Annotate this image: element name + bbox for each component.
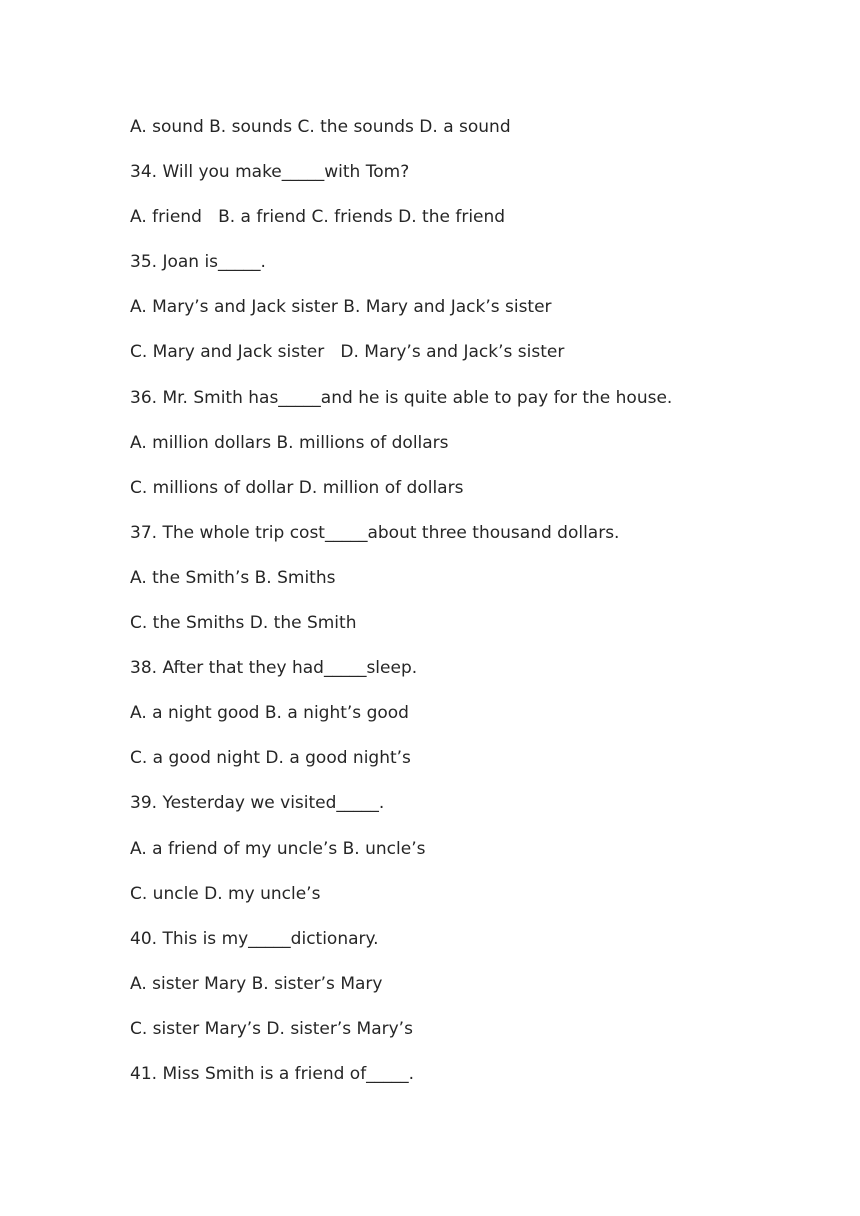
answer-options-39-ab: A. a friend of my uncle’s B. uncle’s: [130, 838, 426, 859]
answer-options-38-cd: C. a good night D. a good night’s: [130, 748, 411, 769]
answer-options-37-cd: C. the Smiths D. the Smith: [130, 613, 357, 634]
answer-options-37-ab: A. the Smith’s B. Smiths: [130, 567, 336, 588]
question-36: 36. Mr. Smith has_____and he is quite able to pay for the house.: [130, 387, 673, 408]
answer-options-36-cd: C. millions of dollar D. million of dollars: [130, 477, 464, 498]
question-38: 38. After that they had_____sleep.: [130, 658, 418, 679]
answer-options-39-cd: C. uncle D. my uncle’s: [130, 883, 321, 904]
answer-options-34: A. friend B. a friend C. friends D. the friend: [130, 207, 506, 228]
question-list: [130, 112, 810, 1104]
question-34: 34. Will you make_____with Tom?: [130, 162, 410, 183]
answer-options-35-ab: A. Mary’s and Jack sister B. Mary and Jack’s sister: [130, 297, 552, 318]
answer-options-40-cd: C. sister Mary’s D. sister’s Mary’s: [130, 1018, 413, 1039]
question-39: 39. Yesterday we visited_____.: [130, 793, 385, 814]
answer-options-38-ab: A. a night good B. a night’s good: [130, 703, 409, 724]
question-35: 35. Joan is_____.: [130, 252, 266, 273]
answer-options-40-ab: A. sister Mary B. sister’s Mary: [130, 973, 383, 994]
question-40: 40. This is my_____dictionary.: [130, 928, 379, 949]
answer-options-35-cd: C. Mary and Jack sister D. Mary’s and Jack’s sister: [130, 342, 565, 363]
answer-options-33: A. sound B. sounds C. the sounds D. a sound: [130, 117, 511, 137]
answer-options-36-ab: A. million dollars B. millions of dollars: [130, 432, 449, 453]
question-41: 41. Miss Smith is a friend of_____.: [130, 1063, 415, 1084]
question-37: 37. The whole trip cost_____about three thousand dollars.: [130, 522, 620, 543]
